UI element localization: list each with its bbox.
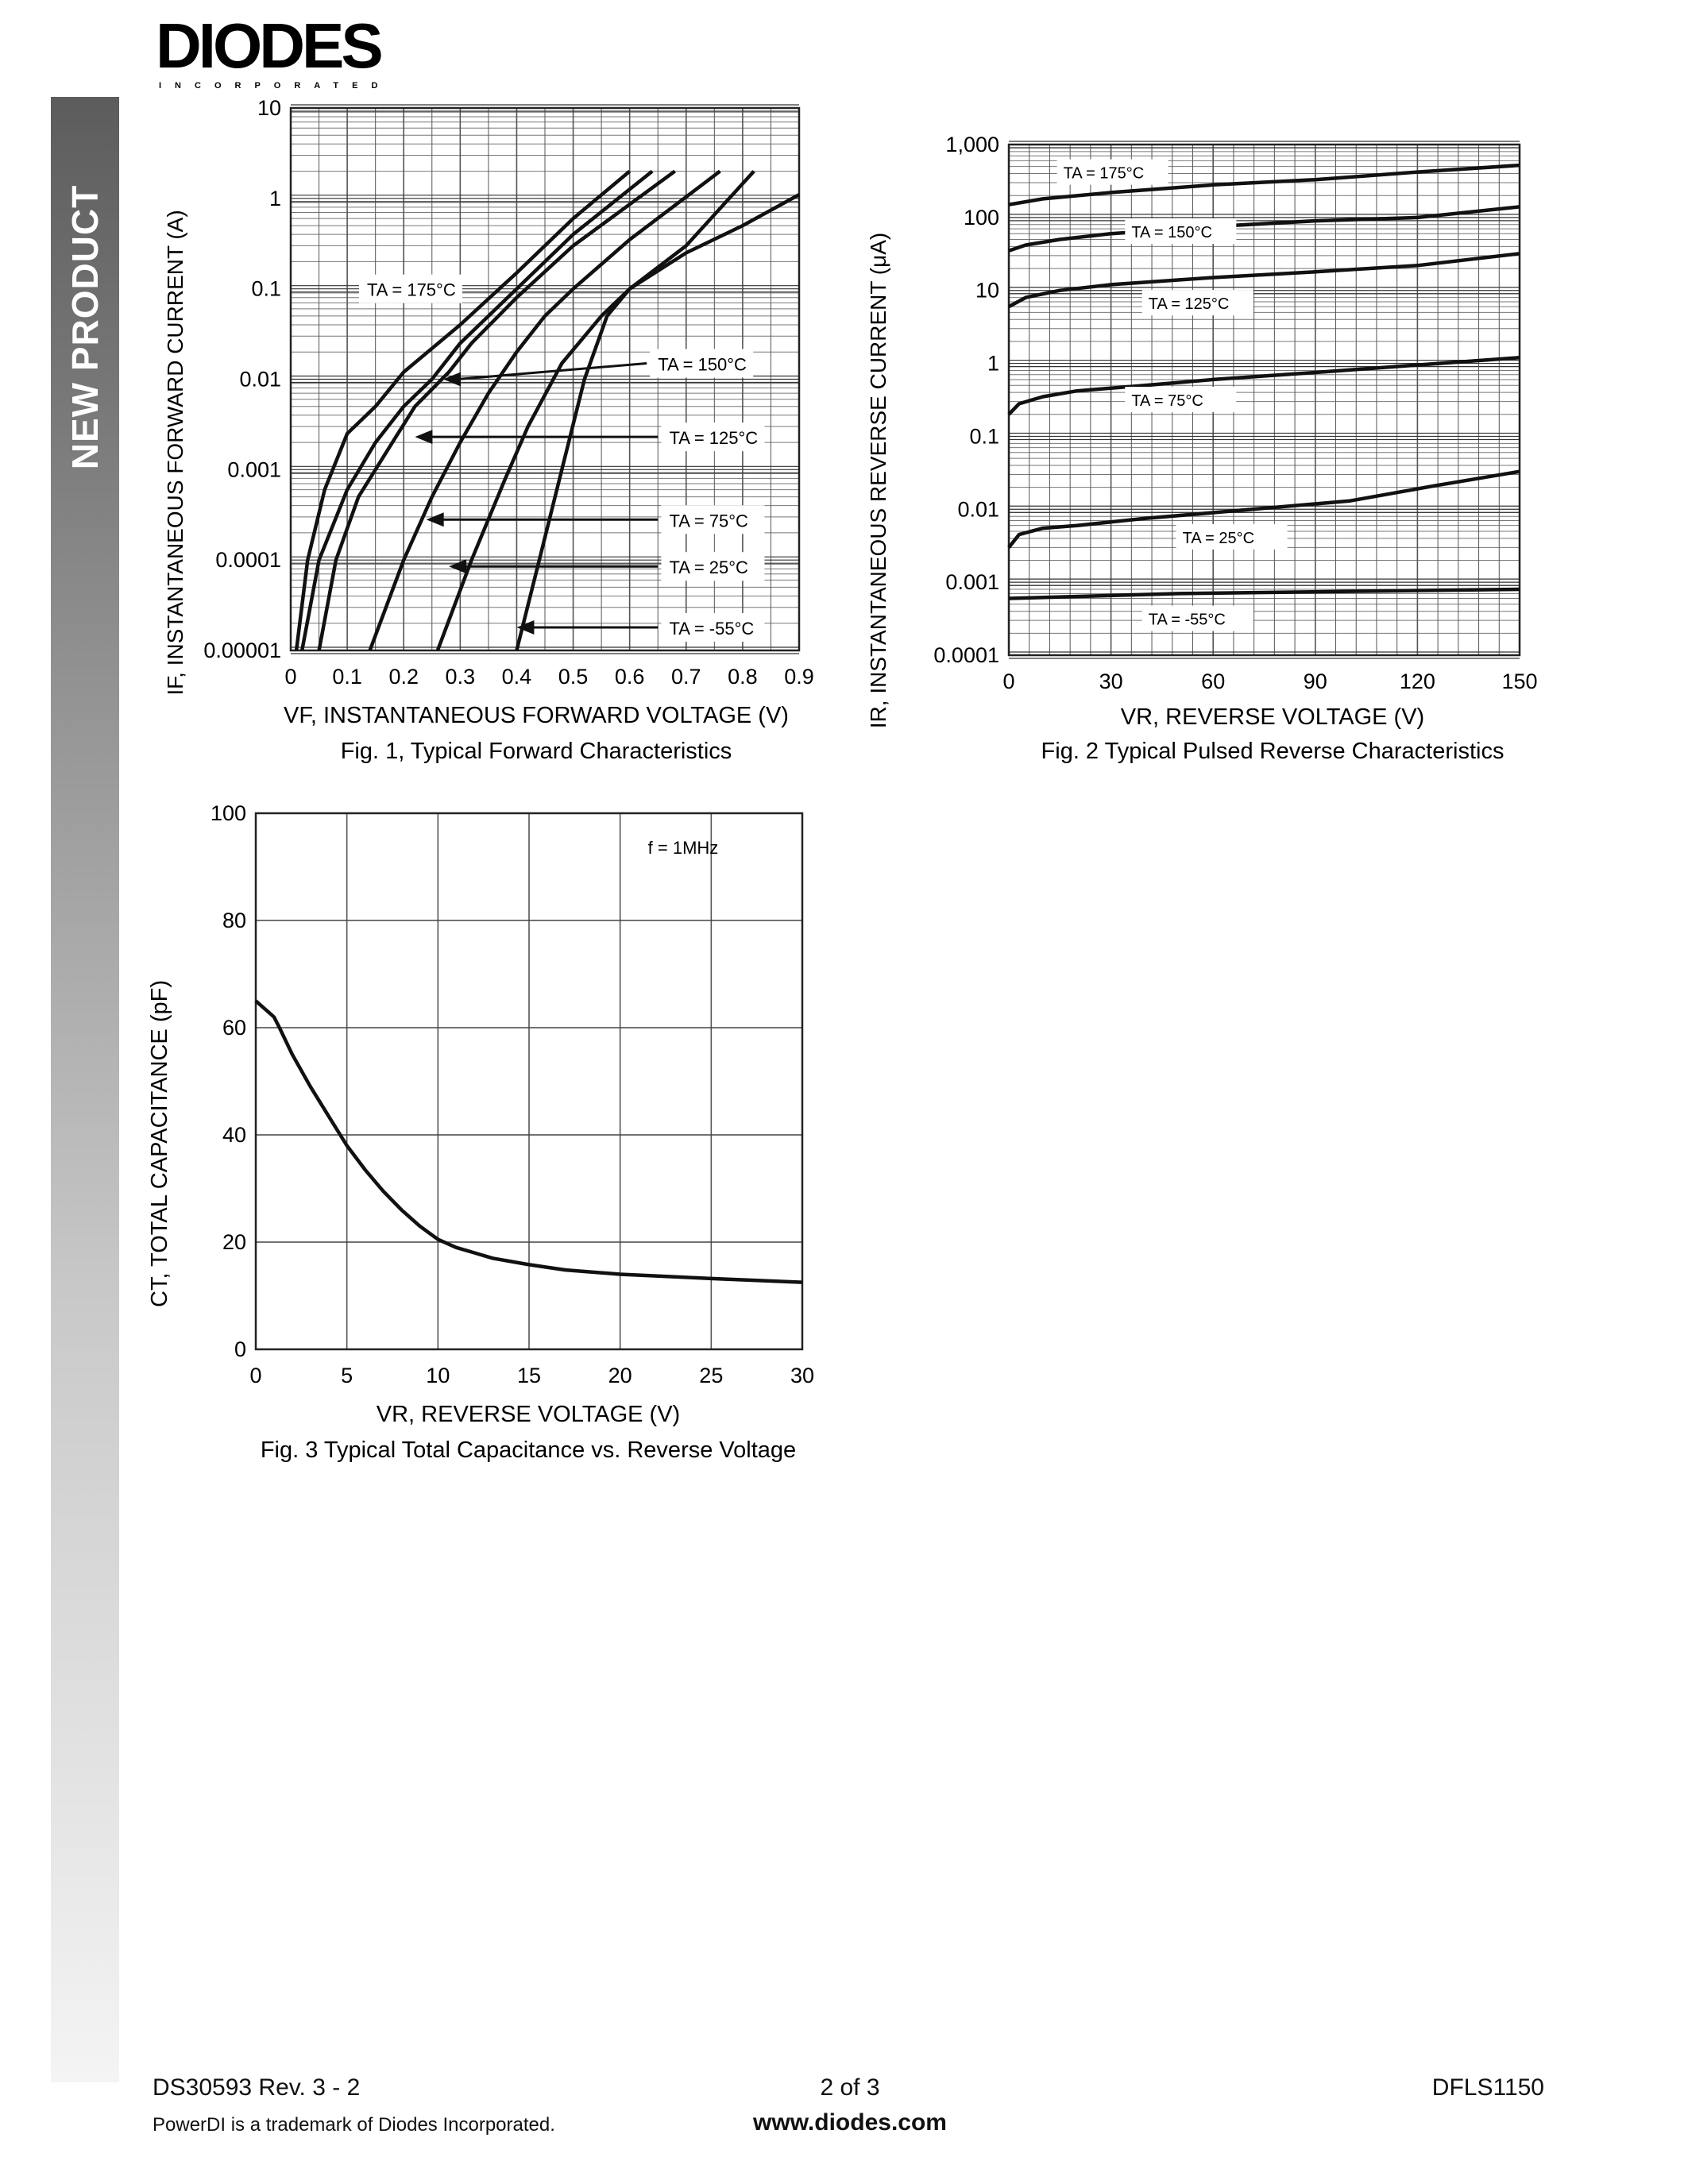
footer-page-number: 2 of 3 <box>820 2074 880 2101</box>
fig2-chart <box>850 119 1644 786</box>
y-tick-label: 1,000 <box>945 133 999 156</box>
series-label-2: TA = 125°C <box>1148 295 1230 314</box>
x-tick-label: 0.3 <box>445 665 476 689</box>
x-tick-label: 0.5 <box>558 665 589 689</box>
fig3-ylabel: CT, TOTAL CAPACITANCE (pF) <box>147 980 172 1307</box>
arrow-head <box>427 512 444 527</box>
y-tick-label: 20 <box>222 1230 246 1254</box>
fig2-grid <box>1009 141 1520 658</box>
x-tick-label: 90 <box>1303 669 1327 693</box>
series-label-2: TA = 125°C <box>669 428 759 449</box>
arrow-head <box>415 430 432 444</box>
x-tick-label: 0.9 <box>784 665 814 689</box>
y-tick-label: 10 <box>257 96 281 120</box>
x-tick-label: 10 <box>426 1364 450 1387</box>
y-tick-label: 10 <box>975 278 999 303</box>
logo-subtitle: INCORPORATED <box>159 81 392 91</box>
y-tick-label: 0.01 <box>239 367 281 392</box>
fig2-ylabel: IR, INSTANTANEOUS REVERSE CURRENT (μA) <box>866 232 890 729</box>
series-label-1: TA = 150°C <box>1131 224 1212 242</box>
y-tick-label: 0.01 <box>957 497 999 522</box>
fig1-xlabel: VF, INSTANTANEOUS FORWARD VOLTAGE (V) <box>284 703 789 728</box>
fig3-xlabel: VR, REVERSE VOLTAGE (V) <box>376 1402 681 1427</box>
y-tick-label: 0.1 <box>969 424 999 449</box>
y-tick-label: 0.001 <box>945 570 999 595</box>
series-line-2 <box>1009 253 1520 307</box>
y-tick-label: 0.00001 <box>203 639 281 662</box>
x-tick-label: 30 <box>790 1364 815 1387</box>
series-label-4: TA = 25°C <box>669 558 748 578</box>
y-tick-label: 0.0001 <box>933 643 999 667</box>
y-tick-label: 1 <box>268 186 281 210</box>
y-tick-label: 0 <box>234 1337 246 1361</box>
fig3-title: Fig. 3 Typical Total Capacitance vs. Reverse Voltage <box>260 1437 797 1463</box>
series-label-5: TA = -55°C <box>669 618 755 639</box>
series-label-3: TA = 75°C <box>1131 392 1203 411</box>
series-label-5: TA = -55°C <box>1148 611 1226 629</box>
diodes-logo <box>156 10 442 94</box>
footer-trademark: PowerDI is a trademark of Diodes Incorporated. <box>153 2114 555 2136</box>
footer-part-number: DFLS1150 <box>1431 2074 1544 2101</box>
series-label-3: TA = 75°C <box>669 511 748 531</box>
x-tick-label: 0.8 <box>728 665 758 689</box>
y-tick-label: 0.001 <box>227 457 281 482</box>
series-label-0: TA = 175°C <box>367 280 456 300</box>
series-label-0: TA = 175°C <box>1063 164 1145 183</box>
fig2-xlabel: VR, REVERSE VOLTAGE (V) <box>1120 704 1425 730</box>
x-tick-label: 15 <box>516 1364 542 1387</box>
x-tick-label: 0.7 <box>671 665 701 689</box>
x-tick-label: 0.4 <box>501 665 532 689</box>
x-tick-label: 0.6 <box>614 665 645 689</box>
y-tick-label: 60 <box>222 1016 246 1040</box>
x-tick-label: 5 <box>341 1364 353 1387</box>
x-tick-label: 0 <box>1002 669 1015 693</box>
fig3-grid <box>256 813 802 1349</box>
x-tick-label: 0 <box>249 1364 262 1387</box>
fig1-chart <box>143 87 858 786</box>
y-tick-label: 0.1 <box>251 276 281 301</box>
y-tick-label: 40 <box>222 1123 246 1147</box>
x-tick-label: 30 <box>1099 669 1123 693</box>
series-label-4: TA = 25°C <box>1182 529 1255 547</box>
fig1-labels <box>203 96 813 689</box>
x-tick-label: 0.2 <box>388 665 419 689</box>
x-tick-label: 25 <box>699 1364 724 1387</box>
x-tick-label: 0.1 <box>332 665 362 689</box>
footer-doc-id: DS30593 Rev. 3 - 2 <box>153 2074 361 2101</box>
series-label-arrow <box>458 363 647 379</box>
x-tick-label: 20 <box>608 1364 632 1387</box>
sidebar-label-container <box>51 97 119 510</box>
x-tick-label: 150 <box>1501 669 1538 693</box>
sidebar-label: NEW PRODUCT <box>64 184 106 470</box>
fig3-annotation: f = 1MHz <box>647 838 719 858</box>
x-tick-label: 0 <box>284 665 297 689</box>
y-tick-label: 100 <box>963 205 999 230</box>
y-tick-label: 100 <box>210 801 246 825</box>
series-label-1: TA = 150°C <box>658 354 747 375</box>
logo-word: DIODES <box>156 10 380 81</box>
y-tick-label: 80 <box>222 909 246 932</box>
fig3-labels <box>211 801 814 1387</box>
x-tick-label: 120 <box>1399 669 1435 693</box>
fig1-ylabel: IF, INSTANTANEOUS FORWARD CURRENT (A) <box>163 210 187 696</box>
y-tick-label: 1 <box>987 351 999 376</box>
fig2-labels <box>933 133 1537 693</box>
y-tick-label: 0.0001 <box>215 548 281 573</box>
x-tick-label: 60 <box>1201 669 1226 693</box>
fig1-title: Fig. 1, Typical Forward Characteristics <box>340 739 732 764</box>
fig2-title: Fig. 2 Typical Pulsed Reverse Characteristics <box>1041 739 1505 764</box>
arrow-head <box>449 559 466 573</box>
footer-website-link[interactable]: www.diodes.com <box>753 2109 947 2136</box>
fig3-chart <box>143 786 858 1485</box>
